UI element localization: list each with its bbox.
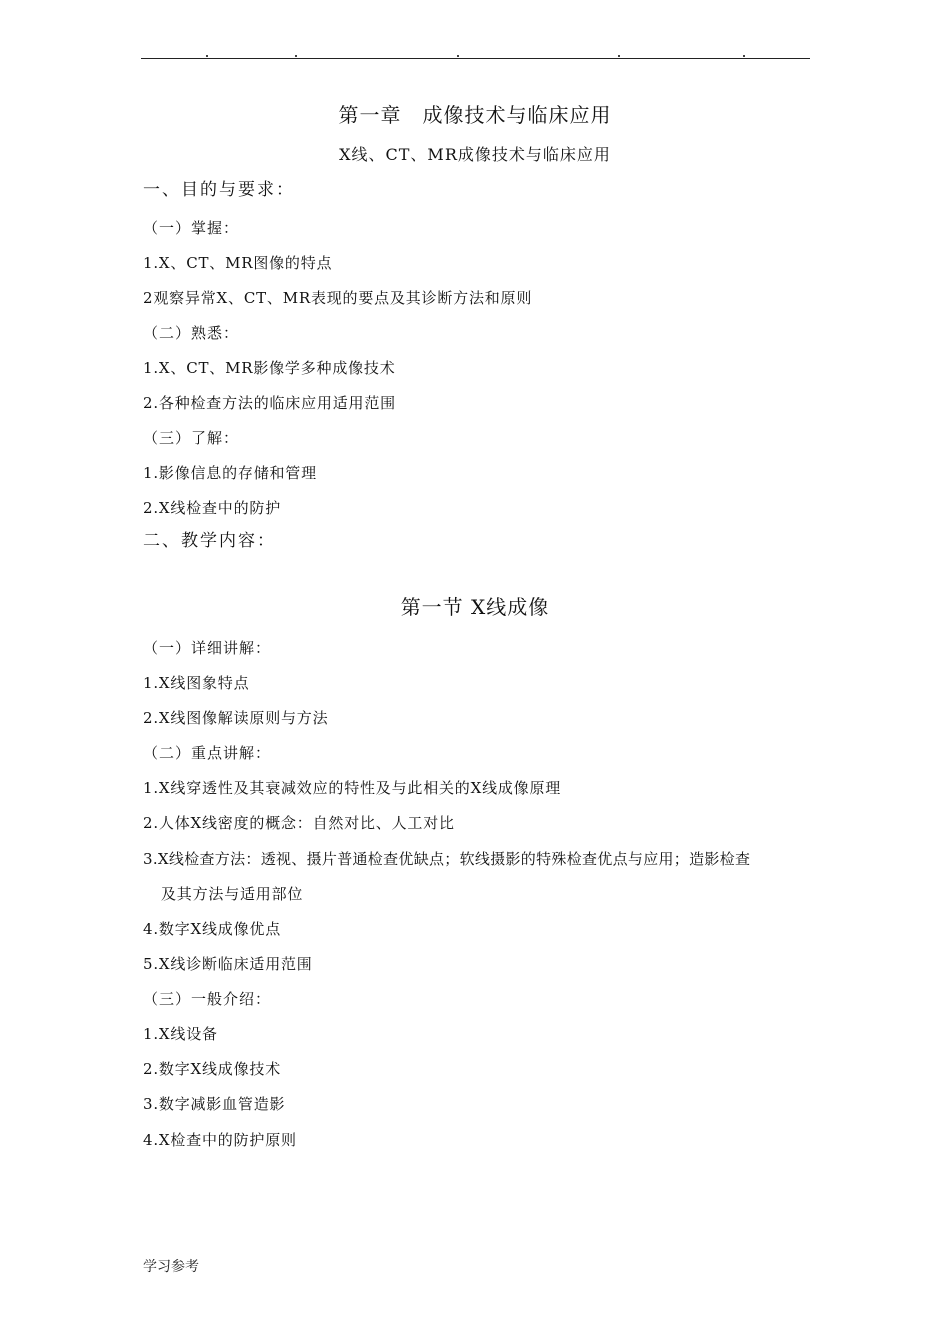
list-item: 2.X线检查中的防护 <box>143 499 281 517</box>
page-footer: 学习参考 <box>143 1259 199 1275</box>
detail-heading: （一）详细讲解： <box>143 639 272 657</box>
key-heading: （二）重点讲解： <box>143 744 272 762</box>
header-tick <box>743 55 745 57</box>
list-item: 5.X线诊断临床适用范围 <box>143 955 313 973</box>
list-item: 3.X线检查方法：透视、摄片普通检查优缺点；软线摄影的特殊检查优点与应用；造影检查 <box>143 850 751 868</box>
section-title: 第一节 X线成像 <box>400 595 550 619</box>
chapter-title: 第一章 成像技术与临床应用 <box>338 103 612 127</box>
familiar-heading: （二）熟悉： <box>143 324 240 342</box>
list-item: 2.各种检查方法的临床应用适用范围 <box>143 394 396 412</box>
master-heading: （一）掌握： <box>143 219 240 237</box>
list-item: 4.X检查中的防护原则 <box>143 1131 297 1149</box>
header-tick <box>206 55 208 57</box>
chapter-subtitle: X线、CT、MR成像技术与临床应用 <box>339 145 611 164</box>
understand-heading: （三）了解： <box>143 429 240 447</box>
header-tick <box>457 55 459 57</box>
header-tick <box>295 55 297 57</box>
list-item: 3.数字减影血管造影 <box>143 1095 286 1113</box>
list-item: 2.人体X线密度的概念：自然对比、人工对比 <box>143 814 455 832</box>
general-heading: （三）一般介绍： <box>143 990 272 1008</box>
goals-heading: 一、目的与要求： <box>143 180 295 200</box>
list-item: 1.X、CT、MR图像的特点 <box>143 254 333 272</box>
header-tick <box>618 55 620 57</box>
list-item: 2观察异常X、CT、MR表现的要点及其诊断方法和原则 <box>143 289 533 307</box>
list-item: 1.影像信息的存储和管理 <box>143 464 317 482</box>
list-item: 1.X、CT、MR影像学多种成像技术 <box>143 359 396 377</box>
list-item: 1.X线图象特点 <box>143 674 250 692</box>
list-item-continuation: 及其方法与适用部位 <box>161 885 304 903</box>
content-heading: 二、教学内容： <box>143 531 276 551</box>
list-item: 1.X线设备 <box>143 1025 218 1043</box>
list-item: 1.X线穿透性及其衰减效应的特性及与此相关的X线成像原理 <box>143 779 562 797</box>
list-item: 2.数字X线成像技术 <box>143 1060 281 1078</box>
list-item: 4.数字X线成像优点 <box>143 920 281 938</box>
list-item: 2.X线图像解读原则与方法 <box>143 709 329 727</box>
header-rule <box>141 58 810 59</box>
